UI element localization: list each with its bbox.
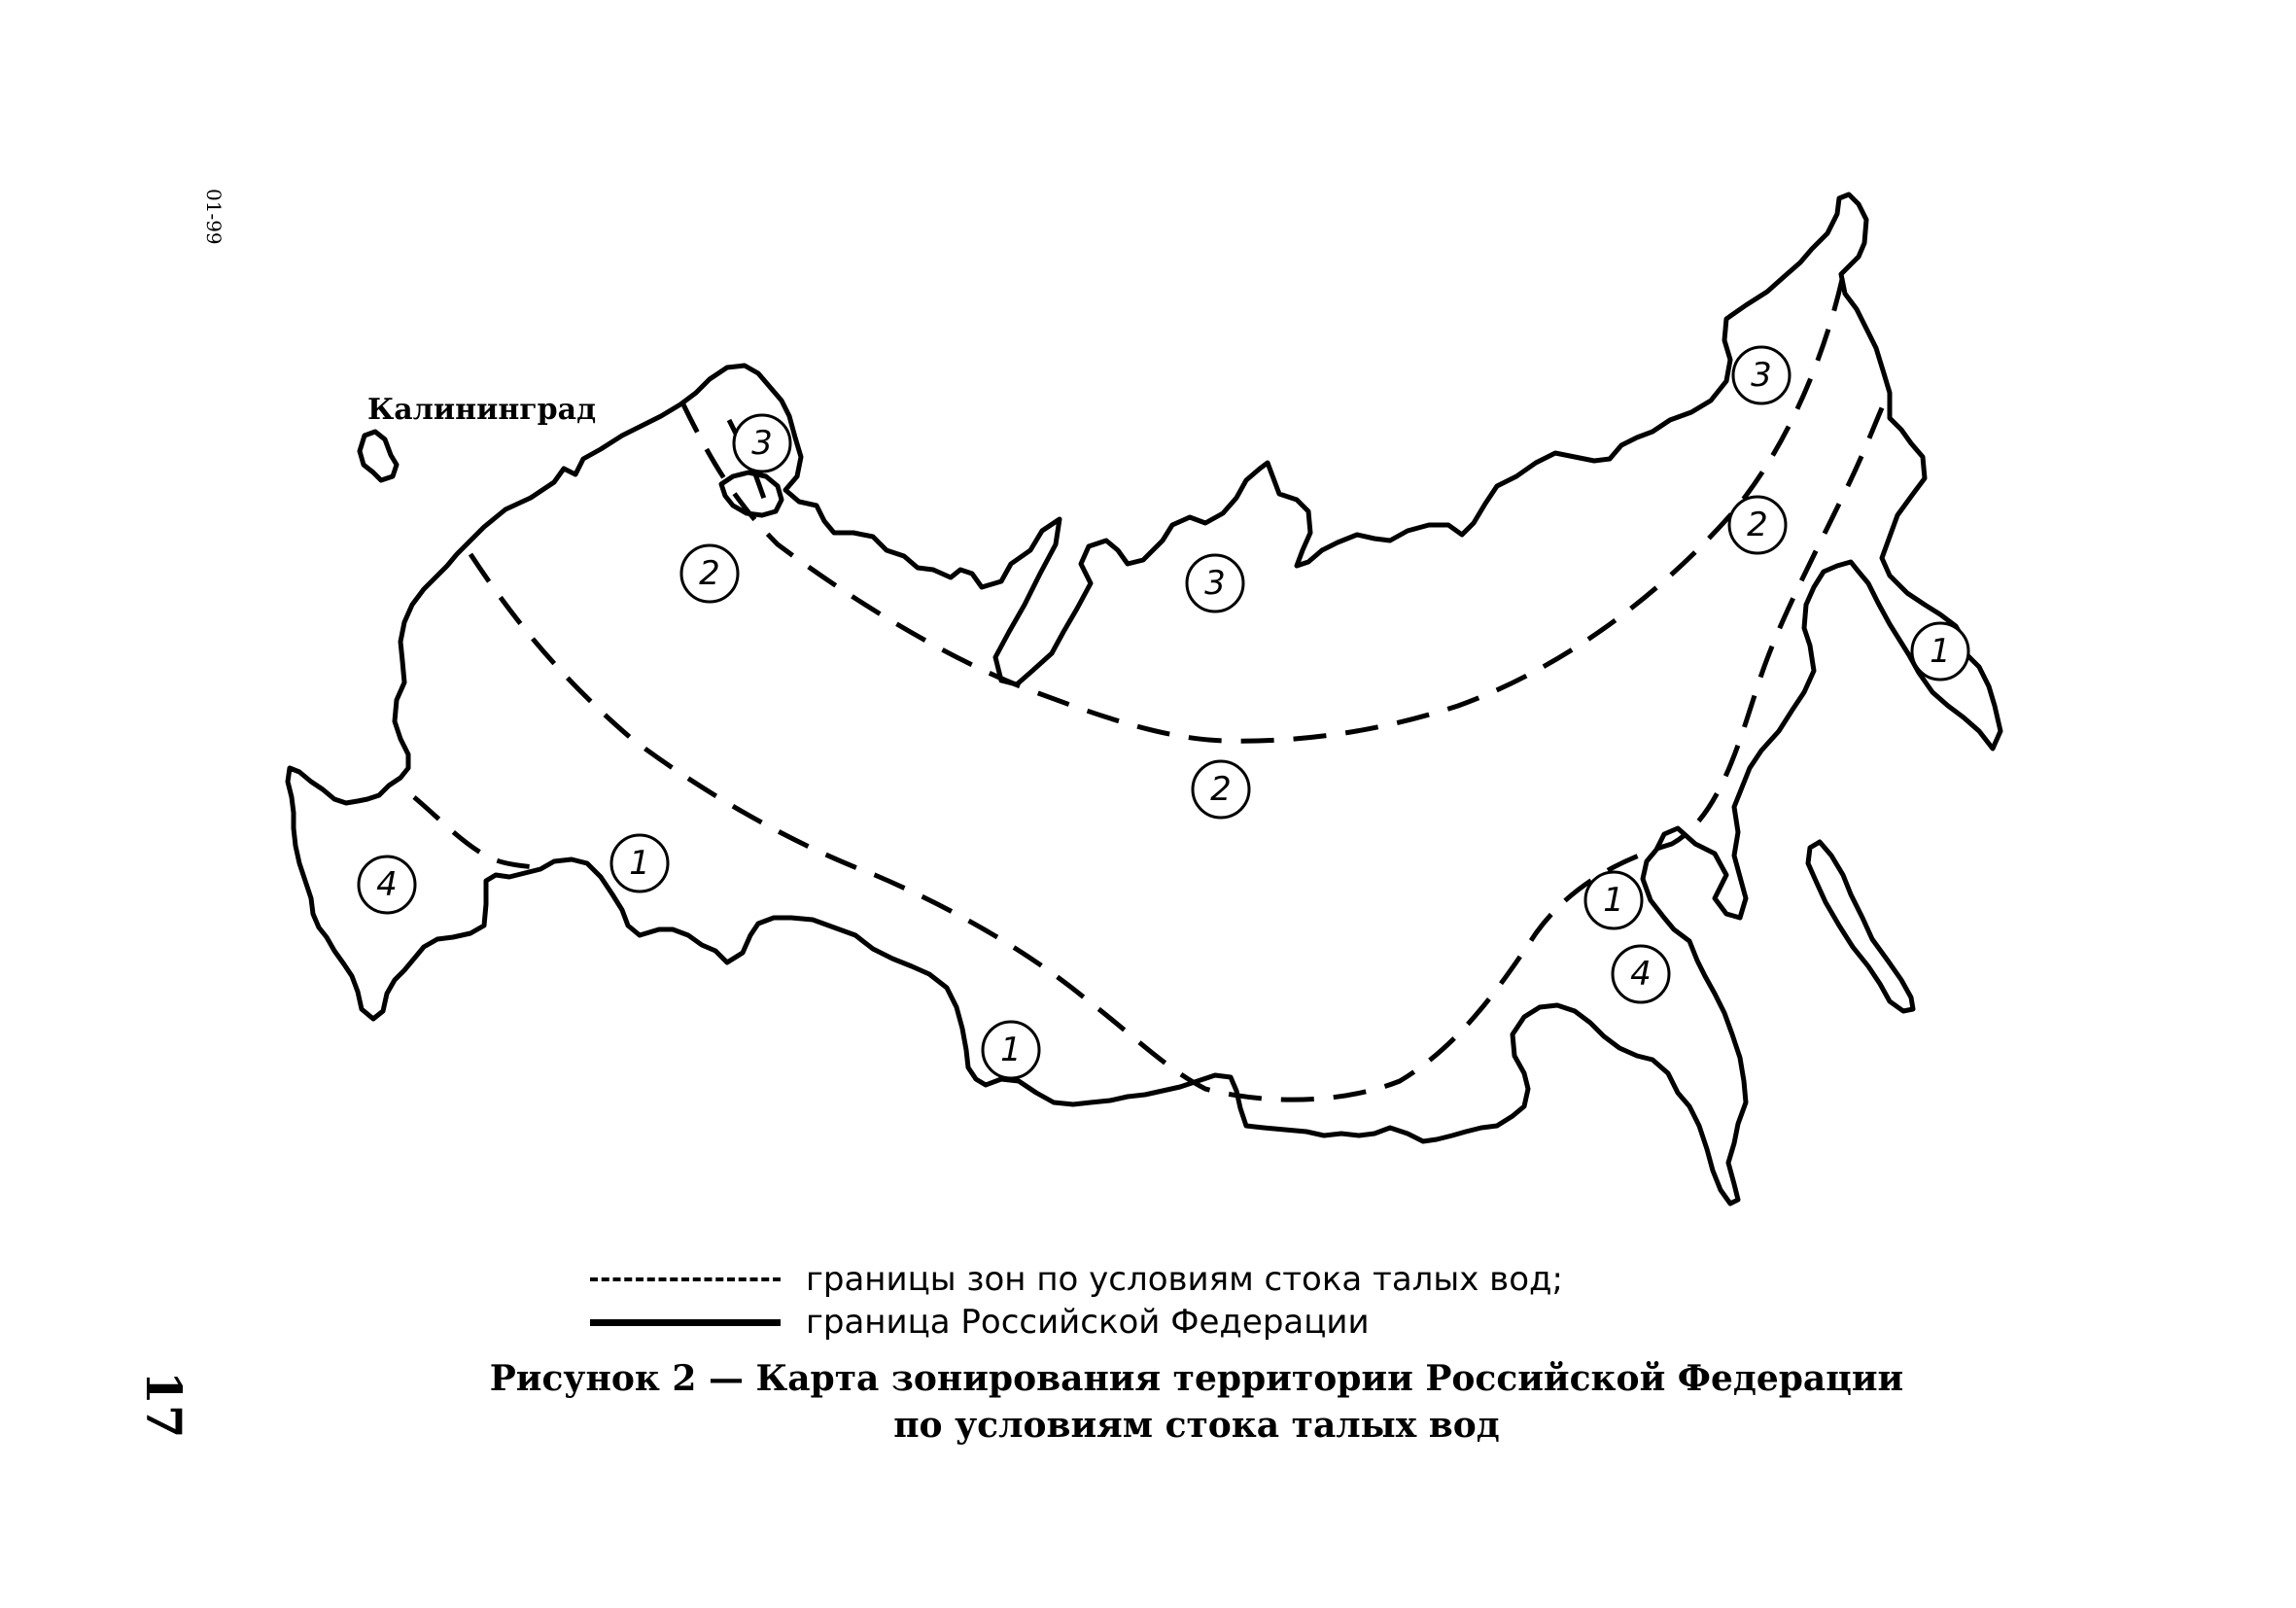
zone-number: 4 [376, 865, 398, 904]
zone-marker-z3-chukotka [1733, 347, 1790, 403]
zone-number: 1 [1930, 632, 1951, 671]
solid-line-swatch [590, 1319, 781, 1326]
kaliningrad-label: Калининград [367, 393, 597, 427]
zone-marker-z1-altai [983, 1022, 1039, 1078]
legend-label: граница Российской Федерации [806, 1303, 1370, 1342]
zone-boundary-middle-south [470, 399, 1886, 1100]
white-sea-coast [721, 472, 782, 515]
legend-label: границы зон по условиям стока талых вод; [806, 1260, 1563, 1299]
zone-number: 2 [699, 554, 720, 593]
zone-marker-z3-taimyr [1187, 555, 1243, 612]
zone-number: 2 [1747, 506, 1768, 544]
zone-boundary-north [682, 266, 1845, 741]
caption-line-2: по условиям стока талых вод [893, 1405, 1500, 1446]
dashed-line-swatch [590, 1277, 781, 1281]
russia-border [288, 194, 2000, 1204]
zone-number: 2 [1210, 770, 1232, 809]
zone-number: 3 [1751, 356, 1772, 395]
legend-item-zone-boundary [590, 1260, 1563, 1299]
zone-number: 3 [1204, 564, 1226, 603]
zone-marker-z2-northwest [681, 545, 738, 602]
zone-number: 1 [1603, 881, 1624, 920]
figure-caption [0, 1355, 2296, 1449]
sakhalin-border [1808, 842, 1913, 1011]
zone-number: 3 [751, 424, 773, 463]
document-code: 01-99 [202, 189, 226, 245]
zone-number: 4 [1630, 955, 1652, 994]
zone-marker-z3-kola [734, 415, 790, 472]
kaliningrad-border [360, 432, 397, 480]
zone-markers [359, 347, 1968, 1078]
page-number: 17 [135, 1371, 192, 1439]
zone-marker-z1-far-east [1585, 872, 1642, 928]
zone-boundary-southwest [414, 797, 535, 867]
zone-marker-z1-volga [611, 835, 668, 891]
zone-marker-z4-primorye [1613, 946, 1669, 1002]
zone-number: 1 [629, 844, 650, 883]
zone-number: 1 [1000, 1031, 1022, 1069]
zone-marker-z2-center [1193, 761, 1249, 818]
zone-marker-z1-kamchatka [1912, 623, 1968, 680]
zone-marker-z2-yakutia [1729, 497, 1786, 553]
zone-marker-z4-south [359, 856, 415, 913]
caption-line-1: Рисунок 2 — Карта зонирования территории Российской Федерации [489, 1358, 1904, 1399]
legend-item-country-border [590, 1303, 1370, 1342]
